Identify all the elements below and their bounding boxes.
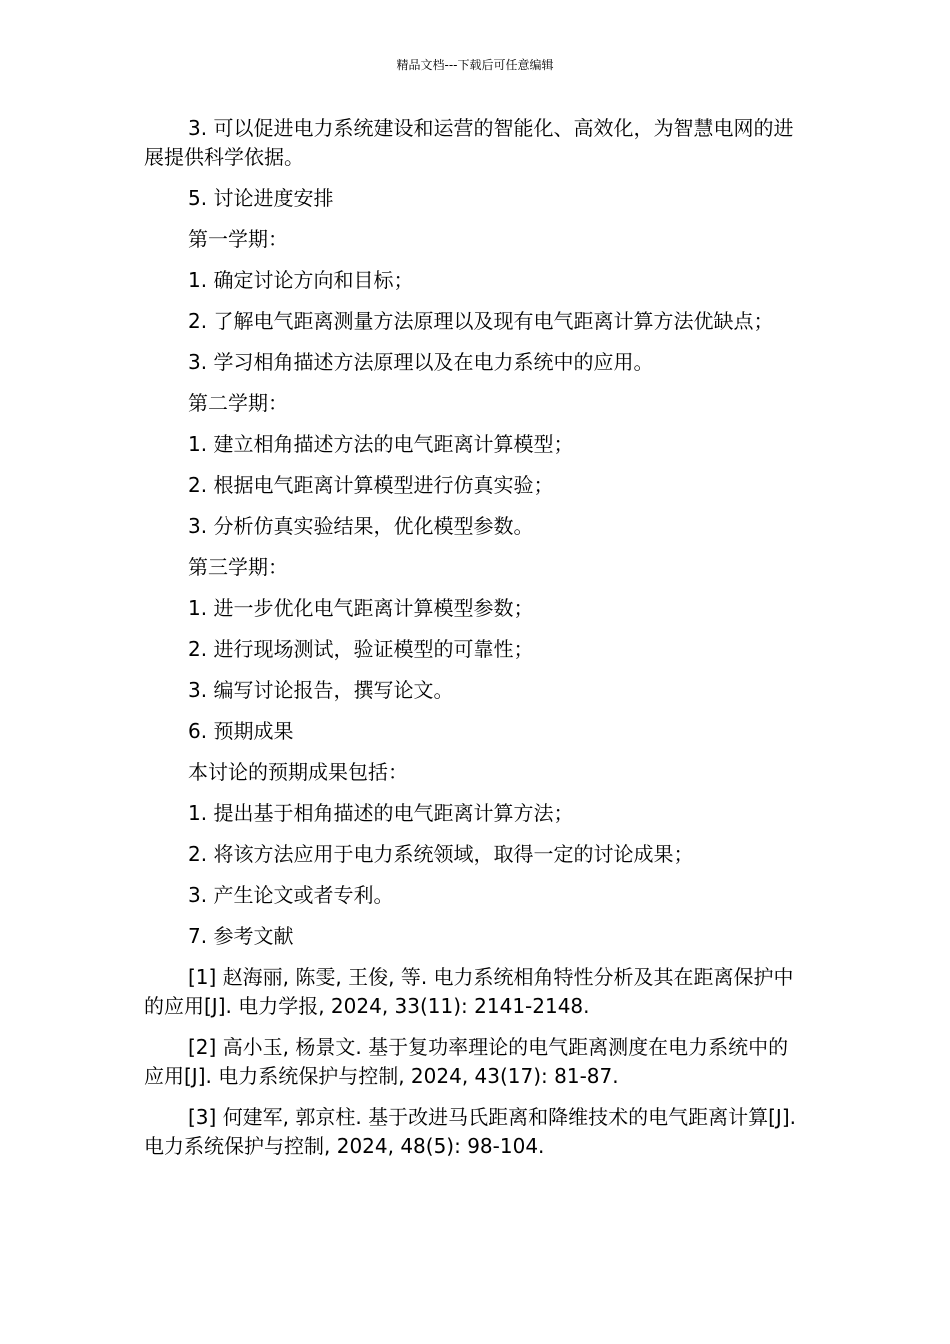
reference-item-1: [1] 赵海丽, 陈雯, 王俊, 等. 电力系统相角特性分析及其在距离保护中的应用[J]. 电力学报, 2024, 33(11): 2141-2148. <box>144 965 794 1018</box>
list-item: 2. 将该方法应用于电力系统领域，取得一定的讨论成果； <box>188 842 694 866</box>
list-item: 3. 分析仿真实验结果，优化模型参数。 <box>188 514 534 538</box>
reference-item-3: [3] 何建军, 郭京柱. 基于改进马氏距离和降维技术的电气距离计算[J]. 电力系统保护与控制, 2024, 48(5): 98-104. <box>144 1105 796 1158</box>
term-heading-third: 第三学期： <box>188 555 288 579</box>
list-item: 1. 确定讨论方向和目标； <box>188 268 414 292</box>
paragraph-benefit-3: 3. 可以促进电力系统建设和运营的智能化、高效化，为智慧电网的进展提供科学依据。 <box>144 116 794 169</box>
term-heading-second: 第二学期： <box>188 391 288 415</box>
section-heading-references: 7. 参考文献 <box>188 924 294 948</box>
list-item: 3. 产生论文或者专利。 <box>188 883 394 907</box>
list-item: 1. 提出基于相角描述的电气距离计算方法； <box>188 801 574 825</box>
list-item: 1. 建立相角描述方法的电气距离计算模型； <box>188 432 574 456</box>
term-heading-first: 第一学期： <box>188 227 288 251</box>
document-body <box>144 114 804 1161</box>
list-item: 3. 学习相角描述方法原理以及在电力系统中的应用。 <box>188 350 654 374</box>
list-item: 2. 了解电气距离测量方法原理以及现有电气距离计算方法优缺点； <box>188 309 774 333</box>
section-heading-schedule: 5. 讨论进度安排 <box>188 186 334 210</box>
page-header: 精品文档---下载后可任意编辑 <box>396 58 554 72</box>
reference-item-2: [2] 高小玉, 杨景文. 基于复功率理论的电气距离测度在电力系统中的应用[J]. 电力系统保护与控制, 2024, 43(17): 81-87. <box>144 1035 789 1088</box>
outcomes-intro: 本讨论的预期成果包括： <box>188 760 408 784</box>
list-item: 3. 编写讨论报告，撰写论文。 <box>188 678 454 702</box>
section-heading-outcomes: 6. 预期成果 <box>188 719 294 743</box>
list-item: 2. 根据电气距离计算模型进行仿真实验； <box>188 473 554 497</box>
list-item: 1. 进一步优化电气距离计算模型参数； <box>188 596 534 620</box>
list-item: 2. 进行现场测试，验证模型的可靠性； <box>188 637 534 661</box>
